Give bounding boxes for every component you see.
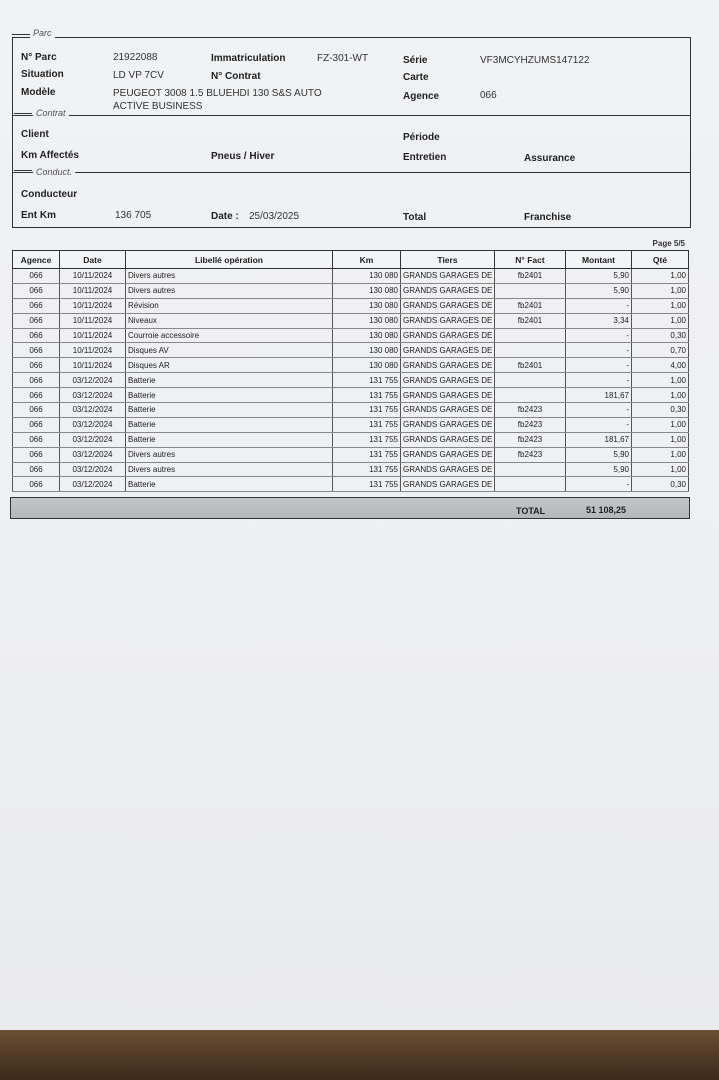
column-header: Tiers: [401, 251, 495, 269]
table-cell: fb2401: [495, 313, 566, 328]
agence-label: Agence: [403, 91, 440, 102]
table-cell: 03/12/2024: [60, 403, 126, 418]
date-label: Date :: [211, 211, 239, 222]
total-label: Total: [403, 212, 427, 223]
table-cell: 066: [13, 343, 60, 358]
column-header: Libellé opération: [126, 251, 333, 269]
table-cell: 131 755: [333, 477, 401, 492]
legend-tick: [14, 170, 32, 171]
page-number: Page 5/5: [652, 239, 685, 248]
table-row: [13, 388, 689, 403]
table-cell: 1,00: [632, 269, 689, 284]
modele-line2: ACTIVE BUSINESS: [113, 101, 203, 112]
column-header: Montant: [566, 251, 632, 269]
table-cell: 10/11/2024: [60, 283, 126, 298]
client-label: Client: [21, 129, 49, 140]
table-cell: 066: [13, 417, 60, 432]
table-cell: GRANDS GARAGES DE: [401, 283, 495, 298]
table-cell: 066: [13, 283, 60, 298]
table-cell: GRANDS GARAGES DE: [401, 358, 495, 373]
table-cell: GRANDS GARAGES DE: [401, 343, 495, 358]
table-row: [13, 477, 689, 492]
table-cell: -: [566, 417, 632, 432]
table-row: [13, 417, 689, 432]
immat-value: FZ-301-WT: [317, 53, 369, 64]
table-cell: -: [566, 358, 632, 373]
table-cell: 10/11/2024: [60, 313, 126, 328]
table-cell: 181,67: [566, 388, 632, 403]
table-cell: 0,30: [632, 328, 689, 343]
table-cell: 066: [13, 328, 60, 343]
table-cell: 03/12/2024: [60, 373, 126, 388]
assurance-label: Assurance: [524, 153, 576, 164]
table-cell: GRANDS GARAGES DE: [401, 269, 495, 284]
table-cell: 3,34: [566, 313, 632, 328]
table-cell: 130 080: [333, 269, 401, 284]
column-header: Qté: [632, 251, 689, 269]
table-cell: 0,30: [632, 403, 689, 418]
table-cell: 066: [13, 462, 60, 477]
table-cell: 03/12/2024: [60, 462, 126, 477]
table-cell: 5,90: [566, 447, 632, 462]
table-cell: 066: [13, 388, 60, 403]
entretien-label: Entretien: [403, 152, 447, 163]
table-cell: fb2401: [495, 298, 566, 313]
column-header: N° Fact: [495, 251, 566, 269]
table-cell: 03/12/2024: [60, 388, 126, 403]
table-cell: 10/11/2024: [60, 358, 126, 373]
table-cell: 066: [13, 477, 60, 492]
table-cell: 1,00: [632, 462, 689, 477]
franchise-label: Franchise: [524, 212, 572, 223]
table-cell: Divers autres: [126, 283, 333, 298]
table-row: [13, 343, 689, 358]
table-cell: fb2401: [495, 269, 566, 284]
table-cell: 5,90: [566, 269, 632, 284]
table-cell: 10/11/2024: [60, 328, 126, 343]
ent-km-label: Ent Km: [21, 210, 56, 221]
table-cell: 1,00: [632, 313, 689, 328]
table-cell: 10/11/2024: [60, 343, 126, 358]
table-cell: 1,00: [632, 447, 689, 462]
conducteur-label: Conducteur: [21, 189, 78, 200]
table-cell: 130 080: [333, 358, 401, 373]
operations-table: [12, 250, 689, 492]
table-cell: 131 755: [333, 462, 401, 477]
table-cell: -: [566, 298, 632, 313]
agence-value: 066: [480, 90, 497, 101]
table-cell: Batterie: [126, 403, 333, 418]
table-row: [13, 358, 689, 373]
table-cell: 181,67: [566, 432, 632, 447]
column-header: Date: [60, 251, 126, 269]
table-header-row: [13, 251, 689, 269]
table-cell: Divers autres: [126, 447, 333, 462]
table-cell: 066: [13, 358, 60, 373]
table-cell: 066: [13, 447, 60, 462]
table-cell: -: [566, 328, 632, 343]
carte-label: Carte: [403, 72, 429, 83]
ent-km-value: 136 705: [115, 210, 152, 221]
contrat-divider: [12, 115, 691, 116]
table-cell: 066: [13, 432, 60, 447]
table-cell: 131 755: [333, 447, 401, 462]
table-cell: 131 755: [333, 417, 401, 432]
periode-label: Période: [403, 132, 440, 143]
table-cell: 5,90: [566, 283, 632, 298]
serie-value: VF3MCYHZUMS147122: [480, 55, 590, 66]
section-legend-conduct: Conduct.: [33, 167, 75, 177]
table-cell: GRANDS GARAGES DE: [401, 403, 495, 418]
section-legend-parc: Parc: [30, 28, 55, 38]
table-cell: 130 080: [333, 298, 401, 313]
table-cell: 0,70: [632, 343, 689, 358]
table-cell: -: [566, 343, 632, 358]
date-value: 25/03/2025: [249, 211, 300, 222]
table-cell: -: [566, 373, 632, 388]
total-label-footer: TOTAL: [516, 506, 546, 516]
legend-tick: [14, 113, 32, 114]
legend-tick: [12, 34, 30, 35]
table-cell: Batterie: [126, 432, 333, 447]
table-cell: 131 755: [333, 432, 401, 447]
table-cell: Courroie accessoire: [126, 328, 333, 343]
table-cell: 066: [13, 403, 60, 418]
table-cell: Divers autres: [126, 269, 333, 284]
table-cell: -: [566, 477, 632, 492]
table-cell: fb2401: [495, 358, 566, 373]
table-cell: 066: [13, 298, 60, 313]
table-cell: GRANDS GARAGES DE: [401, 462, 495, 477]
section-legend-contrat: Contrat: [33, 108, 69, 118]
table-cell: [495, 328, 566, 343]
table-cell: fb2423: [495, 403, 566, 418]
table-cell: GRANDS GARAGES DE: [401, 417, 495, 432]
table-row: [13, 447, 689, 462]
table-cell: [495, 388, 566, 403]
table-cell: GRANDS GARAGES DE: [401, 432, 495, 447]
serie-label: Série: [403, 55, 428, 66]
table-cell: GRANDS GARAGES DE: [401, 388, 495, 403]
table-row: [13, 328, 689, 343]
conduct-divider: [12, 172, 691, 173]
table-cell: 1,00: [632, 283, 689, 298]
table-cell: Disques AV: [126, 343, 333, 358]
table-cell: 131 755: [333, 373, 401, 388]
table-cell: Batterie: [126, 417, 333, 432]
table-cell: [495, 283, 566, 298]
n-parc-label: N° Parc: [21, 52, 57, 63]
table-cell: 1,00: [632, 388, 689, 403]
table-cell: 5,90: [566, 462, 632, 477]
modele-label: Modèle: [21, 87, 56, 98]
table-row: [13, 283, 689, 298]
table-cell: GRANDS GARAGES DE: [401, 328, 495, 343]
pneus-label: Pneus / Hiver: [211, 151, 275, 162]
table-cell: 03/12/2024: [60, 447, 126, 462]
table-cell: 03/12/2024: [60, 432, 126, 447]
km-affectes-label: Km Affectés: [21, 150, 79, 161]
table-cell: 131 755: [333, 388, 401, 403]
column-header: Agence: [13, 251, 60, 269]
table-cell: Révision: [126, 298, 333, 313]
table-cell: 131 755: [333, 403, 401, 418]
immat-label: Immatriculation: [211, 53, 286, 64]
table-cell: 10/11/2024: [60, 298, 126, 313]
table-row: [13, 313, 689, 328]
table-cell: Niveaux: [126, 313, 333, 328]
modele-line1: PEUGEOT 3008 1.5 BLUEHDI 130 S&S AUTO: [113, 88, 322, 99]
n-parc-value: 21922088: [113, 52, 158, 63]
table-cell: 10/11/2024: [60, 269, 126, 284]
table-cell: [495, 343, 566, 358]
table-cell: GRANDS GARAGES DE: [401, 477, 495, 492]
table-cell: Batterie: [126, 477, 333, 492]
table-row: [13, 373, 689, 388]
table-cell: 066: [13, 373, 60, 388]
table-cell: [495, 477, 566, 492]
table-cell: -: [566, 403, 632, 418]
table-cell: 130 080: [333, 313, 401, 328]
column-header: Km: [333, 251, 401, 269]
table-row: [13, 298, 689, 313]
table-cell: GRANDS GARAGES DE: [401, 298, 495, 313]
table-cell: 1,00: [632, 417, 689, 432]
table-cell: 1,00: [632, 373, 689, 388]
table-cell: 130 080: [333, 328, 401, 343]
table-cell: 4,00: [632, 358, 689, 373]
table-cell: GRANDS GARAGES DE: [401, 373, 495, 388]
table-row: [13, 403, 689, 418]
table-cell: 1,00: [632, 298, 689, 313]
table-cell: 066: [13, 269, 60, 284]
table-row: [13, 462, 689, 477]
table-cell: 03/12/2024: [60, 477, 126, 492]
table-cell: Batterie: [126, 388, 333, 403]
table-cell: 066: [13, 313, 60, 328]
table-cell: 03/12/2024: [60, 417, 126, 432]
table-cell: GRANDS GARAGES DE: [401, 313, 495, 328]
total-value: 51 108,25: [586, 505, 627, 515]
table-cell: 1,00: [632, 432, 689, 447]
n-contrat-label: N° Contrat: [211, 71, 261, 82]
table-row: [13, 432, 689, 447]
table-row: [13, 269, 689, 284]
table-cell: fb2423: [495, 417, 566, 432]
table-cell: fb2423: [495, 432, 566, 447]
table-cell: Disques AR: [126, 358, 333, 373]
desk-surface: [0, 1030, 719, 1080]
table-cell: GRANDS GARAGES DE: [401, 447, 495, 462]
situation-label: Situation: [21, 69, 64, 80]
table-cell: fb2423: [495, 447, 566, 462]
table-cell: Batterie: [126, 373, 333, 388]
table-cell: 130 080: [333, 283, 401, 298]
table-cell: Divers autres: [126, 462, 333, 477]
table-cell: 130 080: [333, 343, 401, 358]
table-cell: [495, 373, 566, 388]
table-cell: [495, 462, 566, 477]
situation-value: LD VP 7CV: [113, 70, 164, 81]
table-cell: 0,30: [632, 477, 689, 492]
